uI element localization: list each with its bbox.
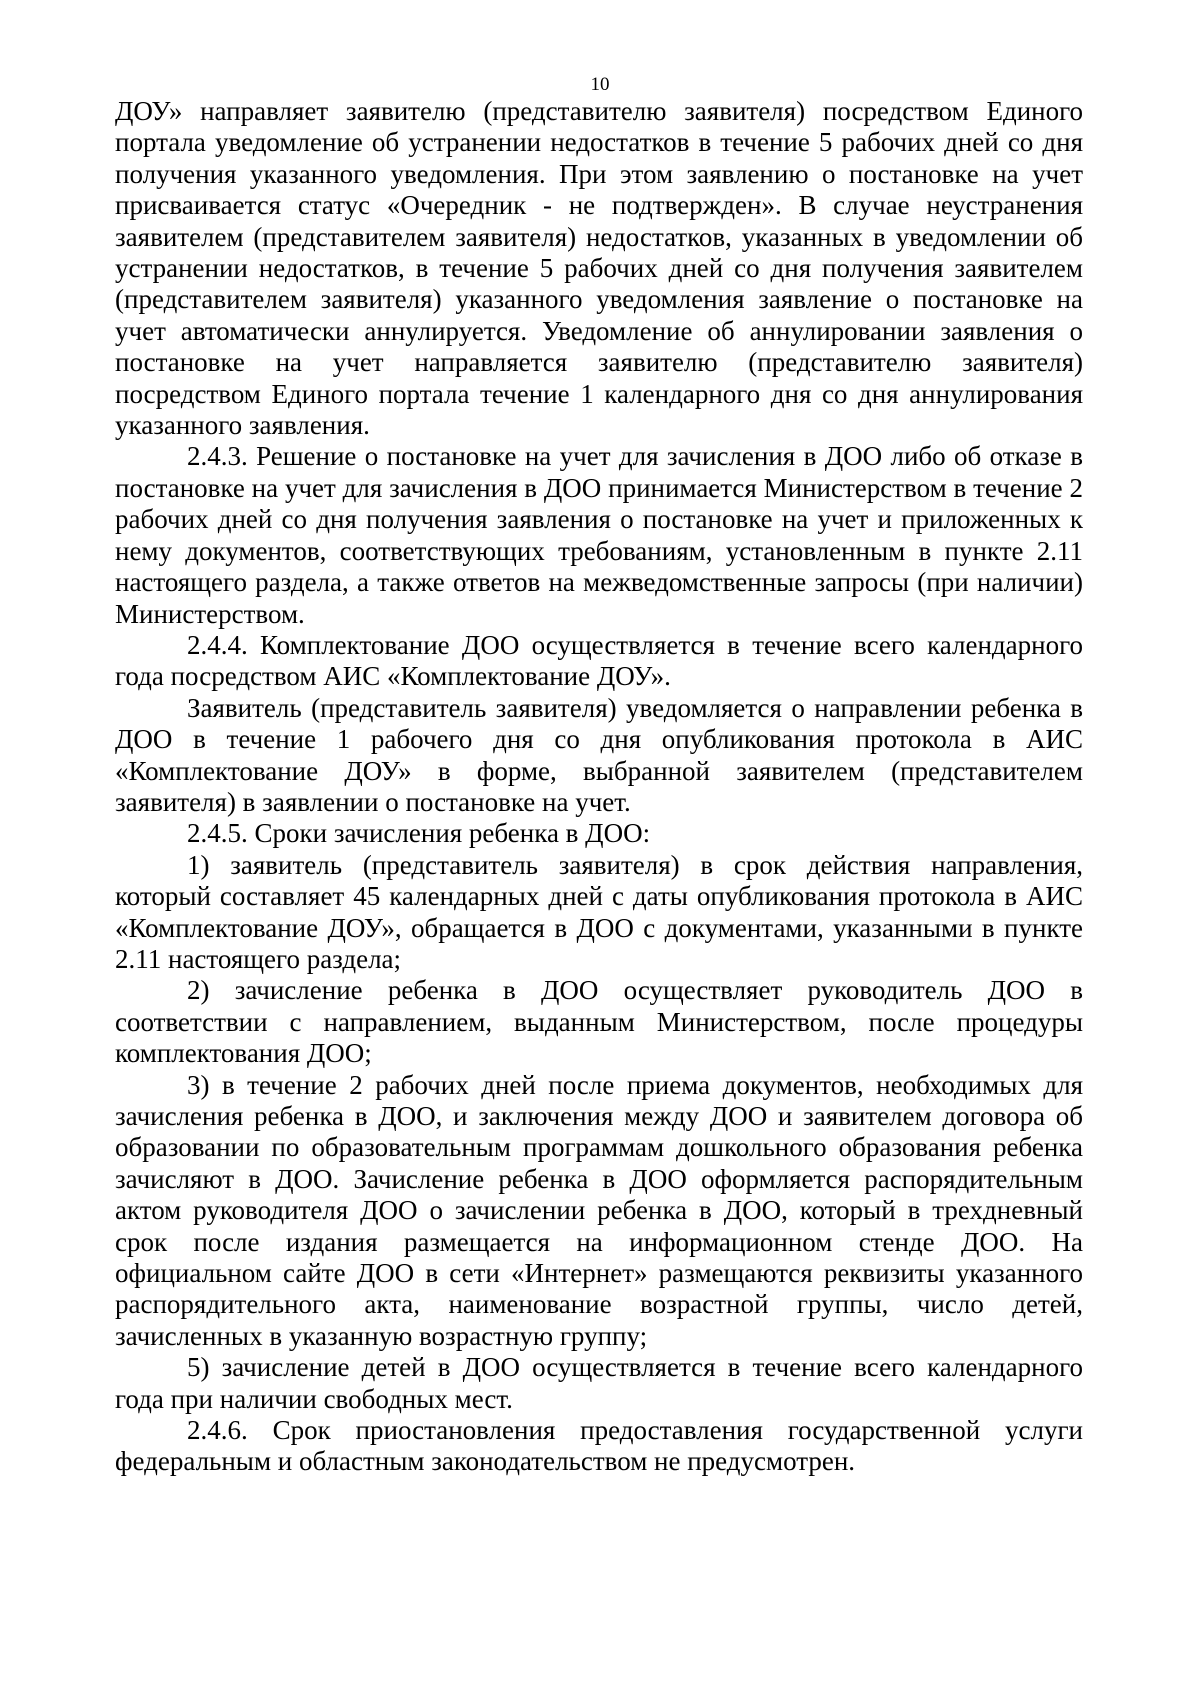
paragraph-continuation: ДОУ» направляет заявителю (представителю заявителя) посредством Единого портала уведомление об устранении недостатков в течение 5 рабочих дней со дня получения указанного уведомления. При этом заявлению о постановке на учет присваивается статус «Очередник - не подтвержден». В случае неустранения заявителем (представителем заявителя) недостатков, указанных в уведомлении об устранении недостатков, в течение 5 рабочих дней со дня получения заявителем (представителем заявителя) указанного уведомления заявление о постановке на учет автоматически аннулируется. Уведомление об аннулировании заявления о постановке на учет направляется заявителю (представителю заявителя) посредством Единого портала течение 1 календарного дня со дня аннулирования указанного заявления. (115, 96, 1083, 441)
paragraph-2-4-5: 2.4.5. Сроки зачисления ребенка в ДОО: (187, 818, 651, 849)
paragraph-2-4-4: 2.4.4. Комплектование ДОО осуществляется в течение всего календарного года посредством АИС «Комплектование ДОУ». (115, 629, 1083, 692)
list-item-1: 1) заявитель (представитель заявителя) в срок действия направления, который составляет 45 календарных дней с даты опубликования протокола в АИС «Комплектование ДОУ», обращается в ДОО с документами, указанными в пункте 2.11 настоящего раздела; (115, 849, 1083, 974)
paragraph-2-4-6: 2.4.6. Срок приостановления предоставления государственной услуги федеральным и областным законодательством не предусмотрен. (115, 1415, 1083, 1477)
page-number: 10 (590, 74, 610, 95)
list-item-3: 3) в течение 2 рабочих дней после приема документов, необходимых для зачисления ребенка в ДОО, и заключения между ДОО и заявителем договора об образовании по образовательным программам дошкольного образования ребенка зачисляют в ДОО. Зачисление ребенка в ДОО оформляется распорядительным актом руководителя ДОО о зачислении ребенка в ДОО, который в трехдневный срок после издания размещается на информационном стенде ДОО. На официальном сайте ДОО в сети «Интернет» размещаются реквизиты указанного распорядительного акта, наименование возрастной группы, число детей, зачисленных в указанную возрастную группу; (115, 1069, 1083, 1351)
list-item-5: 5) зачисление детей в ДОО осуществляется в течение всего календарного года при наличии свободных мест. (115, 1352, 1083, 1414)
paragraph-notification: Заявитель (представитель заявителя) уведомляется о направлении ребенка в ДОО в течение 1 рабочего дня со дня опубликования протокола в АИС «Комплектование ДОУ» в форме, выбранной заявителем (представителем заявителя) в заявлении о постановке на учет. (115, 692, 1083, 817)
paragraph-2-4-3: 2.4.3. Решение о постановке на учет для зачисления в ДОО либо об отказе в постановке на учет для зачисления в ДОО принимается Министерством в течение 2 рабочих дней со дня получения заявления о постановке на учет и приложенных к нему документов, соответствующих требованиям, установленным в пункте 2.11 настоящего раздела, а также ответов на межведомственные запросы (при наличии) Министерством. (115, 441, 1083, 629)
document-body (115, 96, 1083, 1478)
list-item-2: 2) зачисление ребенка в ДОО осуществляет руководитель ДОО в соответствии с направлением, выданным Министерством, после процедуры комплектования ДОО; (115, 975, 1083, 1069)
